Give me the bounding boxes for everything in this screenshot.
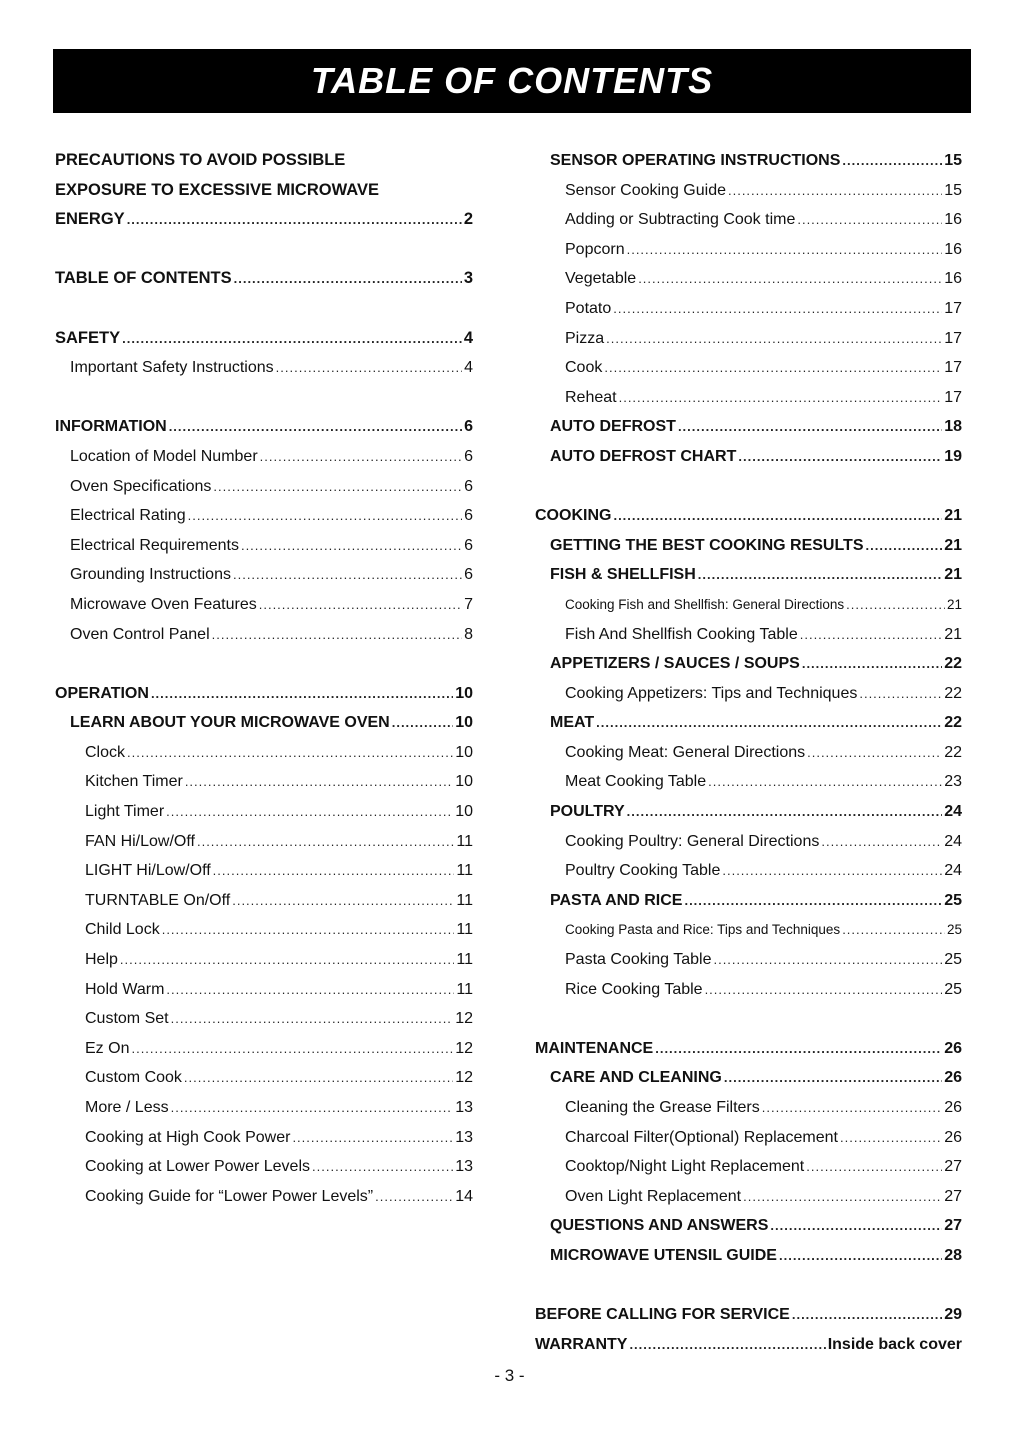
toc-entry[interactable]	[55, 146, 473, 176]
toc-entry-page: 24	[944, 862, 962, 880]
toc-entry-page: 25	[946, 922, 962, 938]
toc-entry-page: 21	[944, 507, 962, 525]
toc-entry[interactable]	[535, 1152, 962, 1182]
toc-entry-title: EXPOSURE TO EXCESSIVE MICROWAVE	[55, 180, 379, 199]
toc-entry-title: MICROWAVE UTENSIL GUIDE	[550, 1246, 777, 1264]
toc-entry-page: 10	[455, 803, 473, 821]
toc-entry-page: Inside back cover	[827, 1335, 962, 1353]
toc-leader-dots	[166, 797, 453, 827]
toc-entry-page: 26	[944, 1039, 962, 1057]
toc-entry[interactable]	[55, 1063, 473, 1093]
toc-leader-dots	[859, 679, 942, 709]
toc-entry-page: 24	[944, 832, 962, 850]
toc-entry-page: 27	[944, 1217, 962, 1235]
toc-entry-page: 11	[456, 891, 473, 909]
page-title: TABLE OF CONTENTS	[310, 60, 714, 101]
toc-entry[interactable]	[55, 1152, 473, 1182]
toc-leader-dots	[821, 827, 942, 857]
toc-entry-title: Oven Control Panel	[70, 625, 210, 643]
toc-entry-title: Cooking Guide for “Lower Power Levels”	[85, 1187, 374, 1205]
toc-entry[interactable]	[535, 1182, 962, 1212]
toc-entry-title: Adding or Subtracting Cook time	[565, 211, 796, 229]
toc-entry[interactable]	[535, 975, 962, 1005]
toc-entry-page: 19	[944, 447, 962, 465]
toc-entry[interactable]	[535, 442, 962, 472]
toc-entry[interactable]	[535, 501, 962, 531]
toc-leader-dots	[627, 235, 943, 265]
toc-leader-dots	[840, 1123, 942, 1153]
toc-leader-dots	[779, 1241, 942, 1271]
toc-entry-title: LIGHT Hi/Low/Off	[85, 862, 211, 880]
toc-leader-dots	[638, 264, 942, 294]
toc-entry-page: 17	[944, 359, 962, 377]
toc-entry-page: 6	[464, 447, 473, 465]
toc-entry-page: 3	[463, 269, 473, 288]
toc-entry-page: 6	[464, 536, 473, 554]
toc-entry[interactable]	[55, 767, 473, 797]
toc-entry[interactable]	[535, 738, 962, 768]
toc-leader-dots	[212, 620, 462, 650]
toc-leader-dots	[713, 945, 942, 975]
toc-entry-title: AUTO DEFROST	[550, 418, 676, 436]
toc-entry[interactable]	[535, 146, 962, 176]
toc-entry-title: CARE AND CLEANING	[550, 1069, 722, 1087]
toc-entry-page: 18	[944, 418, 962, 436]
toc-leader-dots	[127, 205, 462, 235]
toc-entry-page: 6	[464, 477, 473, 495]
toc-entry-title: TABLE OF CONTENTS	[55, 269, 232, 288]
toc-leader-dots	[627, 797, 943, 827]
toc-entry-title: More / Less	[85, 1099, 169, 1116]
toc-leader-dots	[846, 590, 945, 620]
toc-entry-title: FAN Hi/Low/Off	[85, 832, 195, 850]
toc-leader-dots	[604, 353, 942, 383]
toc-entry-page: 10	[455, 684, 473, 702]
toc-entry-page: 27	[944, 1187, 962, 1205]
toc-entry-title: Child Lock	[85, 921, 160, 939]
toc-entry-title: Location of Model Number	[70, 447, 258, 465]
toc-entry[interactable]	[535, 1300, 962, 1330]
toc-entry-page: 17	[944, 299, 962, 317]
toc-entry-title: LEARN ABOUT YOUR MICROWAVE OVEN	[70, 714, 390, 732]
toc-entry[interactable]	[535, 176, 962, 206]
toc-entry[interactable]	[55, 1182, 473, 1212]
toc-entry-title: Vegetable	[565, 270, 637, 288]
toc-entry-page: 25	[944, 951, 962, 969]
toc-entry-page: 10	[455, 773, 473, 791]
toc-entry-title: SAFETY	[55, 328, 121, 347]
toc-entry[interactable]	[55, 738, 473, 768]
toc-entry-title: Custom Cook	[85, 1069, 182, 1087]
toc-leader-dots	[743, 1182, 942, 1212]
toc-entry[interactable]	[535, 856, 962, 886]
toc-spacer	[55, 294, 473, 324]
toc-leader-dots	[613, 294, 942, 324]
toc-entry-title: Rice Cooking Table	[565, 980, 703, 998]
toc-entry-page: 14	[455, 1187, 473, 1205]
toc-spacer	[55, 383, 473, 413]
toc-entry[interactable]	[535, 531, 962, 561]
toc-entry[interactable]	[535, 1093, 962, 1123]
toc-entry-title: GETTING THE BEST COOKING RESULTS	[550, 536, 864, 554]
toc-entry-title: ENERGY	[55, 210, 125, 229]
toc-entry-page: 29	[944, 1306, 962, 1324]
toc-entry-title: APPETIZERS / SAUCES / SOUPS	[550, 655, 800, 673]
toc-entry-title: PRECAUTIONS TO AVOID POSSIBLE	[55, 151, 346, 169]
toc-leader-dots	[797, 205, 942, 235]
toc-entry[interactable]	[55, 679, 473, 709]
toc-entry[interactable]	[535, 827, 962, 857]
toc-entry-title: Microwave Oven Features	[70, 595, 257, 613]
toc-entry-page: 22	[944, 714, 962, 732]
toc-entry-title: Fish And Shellfish Cooking Table	[565, 625, 798, 643]
toc-leader-dots	[684, 886, 942, 916]
toc-entry[interactable]	[55, 1034, 473, 1064]
toc-entry-page: 11	[456, 951, 473, 969]
toc-entry[interactable]	[55, 856, 473, 886]
toc-entry-title: Cooking Fish and Shellfish: General Directions	[565, 596, 845, 612]
toc-leader-dots	[724, 1063, 942, 1093]
toc-entry-page: 21	[944, 536, 962, 554]
toc-leader-dots	[606, 324, 942, 354]
toc-leader-dots	[292, 1123, 453, 1153]
toc-entry-title: Light Timer	[85, 803, 165, 821]
toc-entry[interactable]	[55, 205, 473, 235]
toc-entry-title: MEAT	[550, 714, 595, 732]
toc-entry-title: OPERATION	[55, 684, 149, 702]
toc-entry-page: 6	[464, 418, 473, 436]
toc-entry-page: 25	[944, 980, 962, 998]
toc-entry-title: WARRANTY	[535, 1335, 628, 1353]
toc-entry-title: Custom Set	[85, 1010, 169, 1028]
toc-entry[interactable]	[535, 767, 962, 797]
toc-entry[interactable]	[535, 590, 962, 620]
toc-leader-dots	[807, 738, 942, 768]
toc-entry-page: 16	[944, 240, 962, 258]
toc-entry[interactable]	[535, 1211, 962, 1241]
toc-entry-title: Poultry Cooking Table	[565, 862, 721, 880]
toc-entry-title: Cooking at High Cook Power	[85, 1128, 291, 1146]
toc-leader-dots	[806, 1152, 942, 1182]
toc-leader-dots	[276, 353, 462, 383]
toc-entry-page: 25	[944, 891, 962, 909]
page-number: - 3 -	[494, 1366, 525, 1385]
toc-entry-page: 17	[944, 329, 962, 347]
toc-entry-title: BEFORE CALLING FOR SERVICE	[535, 1306, 790, 1324]
toc-entry[interactable]	[535, 383, 962, 413]
toc-entry-page: 13	[455, 1158, 473, 1176]
toc-spacer	[535, 1271, 962, 1301]
toc-entry-title: COOKING	[535, 507, 612, 525]
toc-leader-dots	[708, 767, 942, 797]
toc-entry-title: Electrical Requirements	[70, 536, 239, 554]
toc-leader-dots	[728, 176, 942, 206]
toc-entry[interactable]	[535, 205, 962, 235]
toc-entry[interactable]	[535, 620, 962, 650]
toc-entry-page: 12	[455, 1069, 473, 1087]
toc-entry-title: Meat Cooking Table	[565, 773, 707, 791]
toc-spacer	[55, 649, 473, 679]
toc-entry[interactable]	[55, 176, 473, 206]
toc-entry[interactable]	[55, 886, 473, 916]
toc-leader-dots	[619, 383, 943, 413]
toc-leader-dots	[184, 1063, 453, 1093]
toc-entry-page: 8	[464, 625, 473, 643]
toc-entry-title: Help	[85, 951, 118, 969]
toc-leader-dots	[842, 915, 945, 945]
toc-entry-title: Cook	[565, 359, 603, 377]
toc-entry[interactable]	[535, 1123, 962, 1153]
toc-leader-dots	[120, 945, 454, 975]
toc-entry-title: Oven Light Replacement	[565, 1187, 742, 1205]
toc-leader-dots	[232, 886, 454, 916]
toc-entry[interactable]	[55, 1004, 473, 1034]
toc-entry-page: 22	[944, 655, 962, 673]
toc-leader-dots	[213, 472, 462, 502]
toc-entry[interactable]	[55, 264, 473, 294]
toc-entry-page: 15	[944, 181, 962, 199]
toc-entry-title: TURNTABLE On/Off	[85, 891, 231, 909]
toc-entry[interactable]	[55, 797, 473, 827]
toc-leader-dots	[131, 1034, 453, 1064]
toc-entry-title: Grounding Instructions	[70, 566, 231, 584]
toc-entry-title: MAINTENANCE	[535, 1039, 654, 1057]
toc-entry-page: 6	[464, 507, 473, 525]
toc-leader-dots	[613, 501, 942, 531]
toc-entry[interactable]	[535, 294, 962, 324]
toc-entry[interactable]	[535, 235, 962, 265]
toc-entry[interactable]	[535, 886, 962, 916]
toc-leader-dots	[392, 708, 453, 738]
toc-entry-page: 26	[944, 1069, 962, 1087]
toc-entry[interactable]	[55, 501, 473, 531]
toc-leader-dots	[738, 442, 942, 472]
toc-entry-page: 26	[944, 1128, 962, 1146]
toc-leader-dots	[770, 1211, 942, 1241]
toc-entry[interactable]	[535, 945, 962, 975]
toc-entry[interactable]	[535, 797, 962, 827]
toc-entry[interactable]	[535, 264, 962, 294]
toc-entry-page: 11	[456, 921, 473, 939]
toc-entry-title: Potato	[565, 299, 612, 317]
toc-entry-title: FISH & SHELLFISH	[550, 566, 696, 584]
toc-entry-page: 24	[944, 803, 962, 821]
toc-entry[interactable]	[55, 708, 473, 738]
toc-entry-page: 21	[946, 596, 962, 612]
toc-leader-dots	[188, 501, 462, 531]
toc-leader-dots	[800, 620, 942, 650]
toc-spacer	[535, 472, 962, 502]
toc-leader-dots	[166, 975, 454, 1005]
toc-entry[interactable]	[535, 1241, 962, 1271]
toc-entry-title: AUTO DEFROST CHART	[550, 447, 737, 465]
toc-leader-dots	[596, 708, 942, 738]
toc-entry-page: 27	[944, 1158, 962, 1176]
toc-leader-dots	[171, 1004, 454, 1034]
toc-entry[interactable]	[55, 975, 473, 1005]
toc-entry[interactable]	[55, 560, 473, 590]
toc-leader-dots	[792, 1300, 942, 1330]
toc-entry-title: QUESTIONS AND ANSWERS	[550, 1217, 769, 1235]
toc-leader-dots	[234, 264, 462, 294]
toc-entry[interactable]	[55, 1123, 473, 1153]
toc-entry-title: Cooking at Lower Power Levels	[85, 1158, 311, 1176]
toc-entry-page: 21	[944, 625, 962, 643]
toc-entry-title: SENSOR OPERATING INSTRUCTIONS	[550, 152, 841, 169]
toc-right-column	[535, 146, 962, 1359]
toc-entry[interactable]	[55, 324, 473, 354]
toc-entry[interactable]	[55, 531, 473, 561]
toc-left-column	[55, 146, 473, 1211]
toc-entry-title: Cooking Meat: General Directions	[565, 743, 806, 761]
toc-leader-dots	[705, 975, 943, 1005]
toc-entry-page: 7	[464, 595, 473, 613]
toc-entry-page: 11	[456, 832, 473, 850]
toc-leader-dots	[185, 767, 453, 797]
toc-entry-page: 21	[944, 566, 962, 584]
toc-entry-page: 12	[455, 1039, 473, 1057]
toc-leader-dots	[127, 738, 453, 768]
toc-entry-page: 28	[944, 1246, 962, 1264]
toc-entry-page: 17	[944, 388, 962, 406]
toc-leader-dots	[162, 915, 455, 945]
toc-leader-dots	[171, 1093, 454, 1123]
toc-entry-title: Sensor Cooking Guide	[565, 181, 726, 199]
toc-leader-dots	[678, 412, 942, 442]
toc-leader-dots	[151, 679, 453, 709]
toc-entry-title: POULTRY	[550, 803, 625, 821]
toc-leader-dots	[312, 1152, 453, 1182]
toc-leader-dots	[213, 856, 455, 886]
toc-entry[interactable]	[535, 915, 962, 945]
toc-leader-dots	[802, 649, 942, 679]
toc-entry-title: PASTA AND RICE	[550, 891, 683, 909]
toc-spacer	[535, 1004, 962, 1034]
title-banner	[53, 49, 971, 113]
toc-entry-page: 13	[455, 1099, 473, 1116]
toc-entry-title: Charcoal Filter(Optional) Replacement	[565, 1128, 838, 1146]
toc-entry-page: 15	[944, 152, 962, 169]
toc-entry-page: 26	[944, 1099, 962, 1116]
toc-entry[interactable]	[55, 353, 473, 383]
toc-entry-page: 11	[456, 862, 473, 880]
toc-entry[interactable]	[535, 1330, 962, 1360]
toc-entry-page: 12	[455, 1010, 473, 1028]
toc-entry-title: Oven Specifications	[70, 477, 212, 495]
toc-leader-dots	[169, 412, 462, 442]
toc-leader-dots	[233, 560, 462, 590]
toc-leader-dots	[655, 1034, 942, 1064]
toc-entry[interactable]	[55, 412, 473, 442]
toc-entry-title: Important Safety Instructions	[70, 359, 274, 377]
toc-entry-page: 22	[944, 684, 962, 702]
toc-entry-page: 10	[455, 714, 473, 732]
toc-leader-dots	[722, 856, 942, 886]
toc-entry-page: 6	[464, 566, 473, 584]
toc-leader-dots	[122, 324, 462, 354]
toc-entry-title: Ez On	[85, 1039, 130, 1057]
toc-entry-page: 22	[944, 743, 962, 761]
toc-entry[interactable]	[535, 324, 962, 354]
toc-spacer	[55, 235, 473, 265]
toc-entry-title: Cleaning the Grease Filters	[565, 1099, 760, 1116]
toc-leader-dots	[698, 560, 942, 590]
toc-entry-title: Electrical Rating	[70, 507, 186, 525]
toc-entry[interactable]	[55, 442, 473, 472]
toc-leader-dots	[629, 1330, 825, 1360]
toc-entry[interactable]	[535, 679, 962, 709]
toc-entry-title: Pasta Cooking Table	[565, 951, 712, 969]
toc-entry-page: 4	[463, 328, 473, 347]
toc-entry[interactable]	[535, 353, 962, 383]
toc-entry-title: Reheat	[565, 388, 617, 406]
toc-entry-title: Cooking Appetizers: Tips and Techniques	[565, 684, 858, 702]
toc-entry-page: 16	[944, 270, 962, 288]
toc-entry-page: 13	[455, 1128, 473, 1146]
toc-entry[interactable]	[535, 1034, 962, 1064]
toc-entry[interactable]	[55, 590, 473, 620]
toc-entry-title: INFORMATION	[55, 418, 167, 436]
toc-entry-title: Clock	[85, 743, 126, 761]
toc-entry-title: Hold Warm	[85, 980, 165, 998]
toc-leader-dots	[259, 590, 462, 620]
toc-entry[interactable]	[55, 472, 473, 502]
toc-leader-dots	[842, 146, 942, 176]
toc-entry-page: 2	[463, 210, 473, 229]
toc-leader-dots	[375, 1182, 453, 1212]
toc-entry-page: 11	[456, 980, 473, 998]
toc-entry-title: Cooking Pasta and Rice: Tips and Techniques	[565, 922, 841, 938]
toc-leader-dots	[260, 442, 462, 472]
toc-leader-dots	[762, 1093, 942, 1123]
toc-entry-page: 4	[464, 359, 473, 377]
toc-entry[interactable]	[535, 560, 962, 590]
toc-entry-page: 16	[944, 211, 962, 229]
toc-entry-title: Cooktop/Night Light Replacement	[565, 1158, 805, 1176]
toc-entry-title: Popcorn	[565, 240, 625, 258]
toc-entry[interactable]	[535, 412, 962, 442]
toc-leader-dots	[197, 827, 454, 857]
toc-entry-title: Pizza	[565, 329, 605, 347]
toc-entry-page: 23	[944, 773, 962, 791]
toc-entry[interactable]	[535, 708, 962, 738]
toc-entry[interactable]	[55, 915, 473, 945]
toc-entry[interactable]	[55, 945, 473, 975]
toc-entry[interactable]	[535, 649, 962, 679]
toc-entry[interactable]	[535, 1063, 962, 1093]
toc-entry[interactable]	[55, 827, 473, 857]
toc-entry[interactable]	[55, 1093, 473, 1123]
toc-entry-title: Kitchen Timer	[85, 773, 183, 791]
toc-leader-dots	[866, 531, 943, 561]
toc-entry-page: 10	[455, 743, 473, 761]
toc-leader-dots	[241, 531, 462, 561]
toc-entry-title: Cooking Poultry: General Directions	[565, 832, 820, 850]
toc-entry[interactable]	[55, 620, 473, 650]
